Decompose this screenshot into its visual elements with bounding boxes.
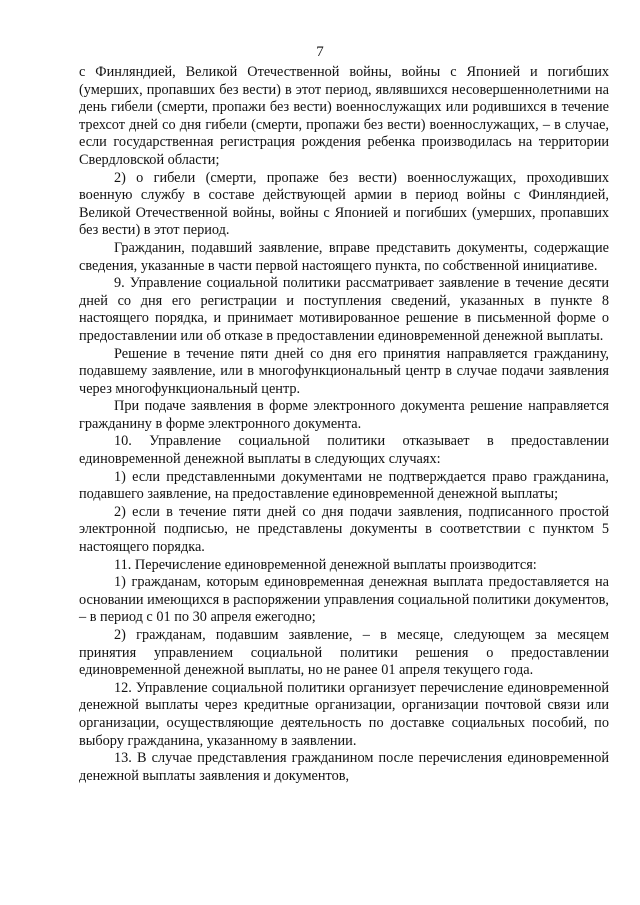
paragraph-continuation: с Финляндией, Великой Отечественной войны, войны с Японией и погибших (умерших, пропавших без вести) в этот период, являвшихся несовершеннолетними на день гибели (смерти, пропажи без вести) военнослужащих или родившихся в течение трехсот дней со дня гибели (смерти, пропажи без вести) военнослужащих, – в случае, если государственная регистрация рождения ребенка производилась на территории Свердловской области;	[79, 64, 609, 168]
paragraph-section-10: 10. Управление социальной политики отказывает в предоставлении единовременной денежной выплаты в следующих случаях:	[79, 433, 609, 468]
paragraph-section-13: 13. В случае представления гражданином после перечисления единовременной денежной выплаты заявления и документов,	[79, 750, 609, 784]
paragraph-section-11: 11. Перечисление единовременной денежной выплаты производится:	[114, 556, 537, 573]
paragraph-section-12: 12. Управление социальной политики организует перечисление единовременной денежной выплаты через кредитные организации, организации почтовой связи или организации, осуществляющие деятельность по доставке социальных пособий, по выбору гражданина, указанному в заявлении.	[79, 679, 609, 749]
paragraph-transfer-case-1: 1) гражданам, которым единовременная денежная выплата предоставляется на основании имеющихся в распоряжении управления социальной политики документов, – в период с 01 по 30 апреля ежегодно;	[79, 574, 609, 626]
paragraph-item-2: 2) о гибели (смерти, пропаже без вести) военнослужащих, проходивших военную службу в составе действующей армии в период войны с Финляндией, Великой Отечественной войны, войны с Японией и погибших (умерших, пропавших без вести) в этот период.	[79, 169, 609, 239]
page-number: 7	[316, 44, 324, 60]
document-body	[79, 64, 609, 785]
paragraph-section-9: 9. Управление социальной политики рассматривает заявление в течение десяти дней со дня его регистрации и поступления сведений, указанных в пункте 8 настоящего порядка, и принимает мотивированное решение в письменной форме о предоставлении или об отказе в предоставлении единовременной денежной выплаты.	[79, 275, 609, 344]
paragraph-transfer-case-2: 2) гражданам, подавшим заявление, – в месяце, следующем за месяцем принятия управлением социальной политики решения о предоставлении единовременной денежной выплаты, но не ранее 01 апреля текущего года.	[79, 627, 609, 679]
paragraph-citizen-documents: Гражданин, подавший заявление, вправе представить документы, содержащие сведения, указанные в части первой настоящего пункта, по собственной инициативе.	[79, 239, 609, 274]
paragraph-refusal-case-1: 1) если представленными документами не подтверждается право гражданина, подавшего заявление, на предоставление единовременной денежной выплаты;	[79, 468, 609, 503]
paragraph-refusal-case-2: 2) если в течение пяти дней со дня подачи заявления, подписанного простой электронной подписью, не представлены документы в соответствии с пунктом 5 настоящего порядка.	[79, 503, 609, 556]
paragraph-decision-delivery: Решение в течение пяти дней со дня его принятия направляется гражданину, подавшему заявление, или в многофункциональный центр в случае подачи заявления через многофункциональный центр.	[79, 345, 609, 397]
paragraph-electronic-submission: При подаче заявления в форме электронного документа решение направляется гражданину в форме электронного документа.	[79, 398, 609, 432]
